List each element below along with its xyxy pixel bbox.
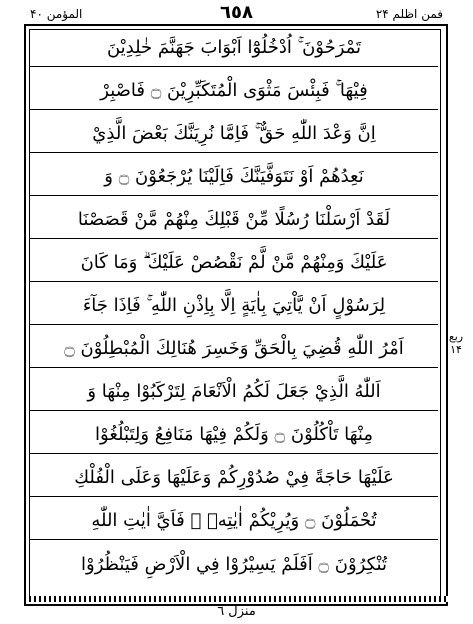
surah-name: المؤمن ۴۰ bbox=[30, 7, 83, 21]
text-line: نَعِدُهُمْ اَوْ نَتَوَفَّيَنَّكَ فَاِلَيْنَا يُرْجَعُوْنَ ۝ وَ bbox=[30, 159, 438, 196]
text-line: لَقَدْ اَرْسَلْنَا رُسُلًا مِّنْ قَبْلِكَ مِنْهُمْ مَّنْ قَصَصْنَا bbox=[30, 202, 438, 239]
text-line: عَلَيْهَا حَاجَةً فِيْ صُدُوْرِكُمْ وَعَلَيْهَا وَعَلَى الْفُلْكِ bbox=[30, 460, 438, 497]
text-block bbox=[30, 30, 438, 596]
text-line: تُحْمَلُوْنَ ۝ وَيُرِيْكُمْ اٰيٰتِهٖ ۗ فَاَيَّ اٰيٰتِ اللّٰهِ bbox=[30, 503, 438, 540]
margin-rub-marker: ربع ۱۴ bbox=[448, 330, 464, 356]
text-line: اِنَّ وَعْدَ اللّٰهِ حَقٌّ ۚ فَاِمَّا نُرِيَنَّكَ بَعْضَ الَّذِيْ bbox=[30, 116, 438, 153]
text-line: مِنْهَا تَاْكُلُوْنَ ۝ وَلَكُمْ فِيْهَا مَنَافِعُ وَلِتَبْلُغُوْا bbox=[30, 417, 438, 454]
page-header bbox=[30, 2, 443, 24]
text-line: اَمْرُ اللّٰهِ قُضِيَ بِالْحَقِّ وَخَسِرَ هُنَالِكَ الْمُبْطِلُوْنَ ۝ bbox=[30, 331, 438, 368]
text-line: تُنْكِرُوْنَ ۝ اَفَلَمْ يَسِيْرُوْا فِي الْاَرْضِ فَيَنْظُرُوْا bbox=[81, 553, 387, 575]
juz-name: فمن اظلم ۲۴ bbox=[375, 7, 443, 21]
page-border-ornament bbox=[24, 596, 448, 602]
text-line: لِرَسُوْلٍ اَنْ يَّاْتِيَ بِاٰيَةٍ اِلَّا بِاِذْنِ اللّٰهِ ۚ فَاِذَا جَآءَ bbox=[30, 288, 438, 325]
text-line: اَللّٰهُ الَّذِيْ جَعَلَ لَكُمُ الْاَنْعَامَ لِتَرْكَبُوْا مِنْهَا وَ bbox=[30, 374, 438, 411]
text-line: عَلَيْكَ وَمِنْهُمْ مَّنْ لَّمْ نَقْصُصْ عَلَيْكَ ۗ وَمَا كَانَ bbox=[30, 245, 438, 282]
text-line: فِيْهَا ۚ فَبِئْسَ مَثْوَى الْمُتَكَبِّرِيْنَ ۝ فَاصْبِرْ bbox=[30, 73, 438, 110]
text-line: تَمْرَحُوْنَ ۚ اُدْخُلُوْٓا اَبْوَابَ جَهَنَّمَ خٰلِدِيْنَ bbox=[30, 30, 438, 67]
page-number: ٦٥٨ bbox=[220, 2, 253, 23]
page-footer: منزل ٦ bbox=[217, 604, 256, 619]
